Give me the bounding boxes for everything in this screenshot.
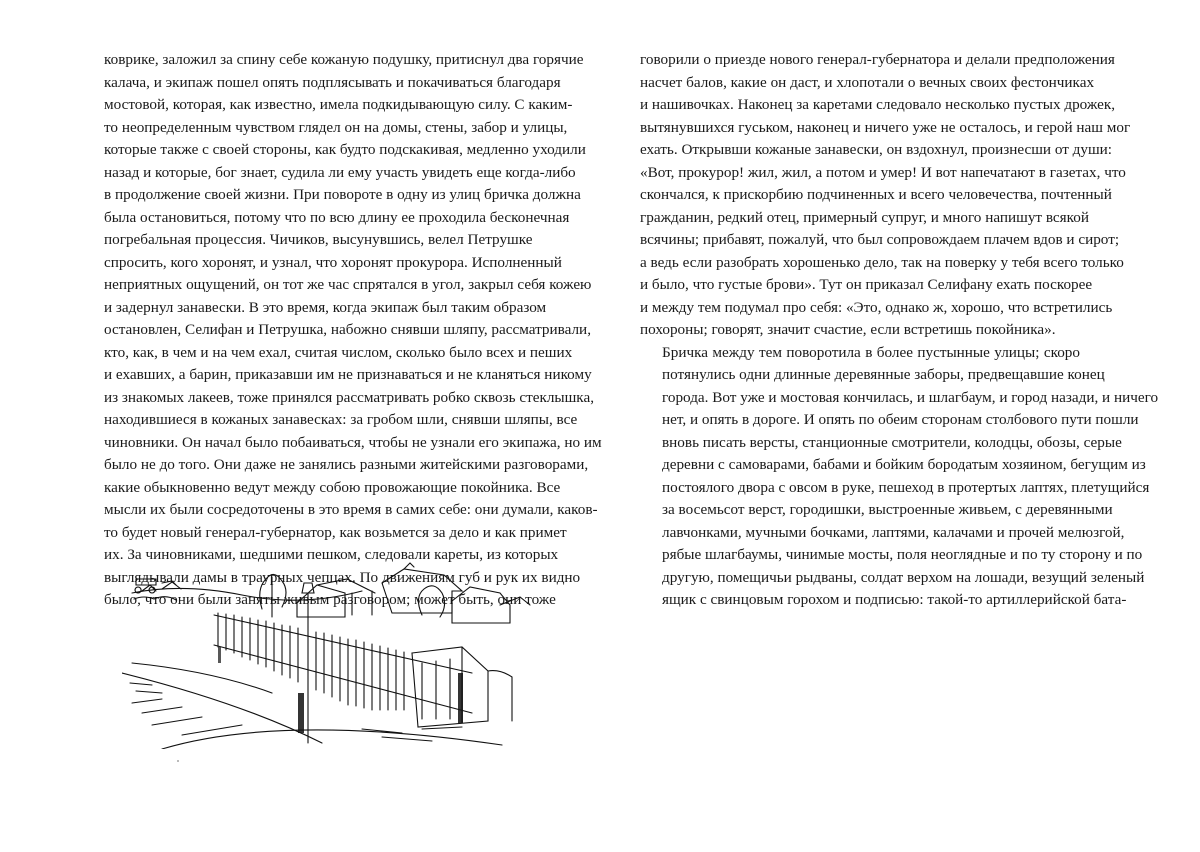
page-speck (177, 760, 179, 762)
text-line: и было, что густые брови». Тут он приказал Селифану ехать поскорее (640, 276, 1093, 293)
text-line: которые также с своей стороны, как будто подскакивая, медленно уходили (104, 141, 586, 158)
text-line: потянулись одни длинные деревянные заборы, предвещавшие конец (662, 366, 1105, 383)
text-line: насчет балов, какие он даст, и хлопотали о вечных своих фестончиках (640, 73, 1095, 91)
text-line: коврике, заложил за спину себе кожаную подушку, притиснул два горячие (104, 51, 584, 68)
text-line: и задернул занавески. В это время, когда экипаж был таким образом (104, 298, 547, 316)
text-line: ехать. Открывши кожаные занавески, он вздохнул, произнесши от души: (640, 141, 1113, 158)
text-line: какие обыкновенно ведут между собою провожающие покойника. Все (104, 478, 561, 496)
text-line: мысли их были сосредоточены в это время в самих себе: они думали, каков- (104, 501, 598, 518)
street-fence-illustration (122, 553, 534, 749)
text-line: другую, помещичьи рыдваны, солдат верхом на лошади, везущий зеленый (662, 568, 1145, 586)
text-line: Бричка между тем поворотила в более пустынные улицы; скоро (662, 343, 1080, 361)
right-page (600, 0, 1200, 852)
text-line: вновь писать версты, станционные смотрители, колодцы, обозы, серые (662, 433, 1122, 451)
text-line: всячины; прибавят, пожалуй, что был сопровождаем плачем вдов и сирот; (640, 231, 1120, 248)
text-line: и между тем подумал про себя: «Это, однако ж, хорошо, что встретились (640, 298, 1113, 316)
text-line: находившиеся в кожаных занавесках: за гробом шли, снявши шляпы, все (104, 411, 578, 428)
text-line: рябые шлагбаумы, чинимые мосты, поля неоглядные и по ту сторону и по (662, 546, 1143, 563)
text-line: было, что они были заняты живым разговором; может быть, они тоже (104, 591, 556, 608)
left-page-text (104, 49, 602, 612)
text-line: кто, как, в чем и на чем ехал, считая числом, сколько было всех и пеших (104, 343, 573, 361)
text-line: в продолжение своей жизни. При повороте в одну из улиц бричка должна (104, 186, 581, 203)
text-line: выглядывали дамы в траурных чепцах. По движениям губ и рук их видно (104, 568, 581, 586)
text-line: из знакомых лакеев, тоже принялся рассматривать робко сквозь стеклышка, (104, 388, 594, 406)
left-paragraph (104, 49, 602, 612)
text-line: калача, и экипаж пошел опять подплясывать и покачиваться благодаря (104, 73, 561, 91)
text-line: лавчонками, мучными бочками, лаптями, калачами и прочей мелюзгой, (662, 523, 1125, 541)
text-line: и ехавших, а барин, приказавши им не признаваться и не кланяться никому (104, 366, 592, 383)
text-line: их. За чиновниками, шедшими пешком, следовали кареты, из которых (104, 546, 559, 563)
text-line: говорили о приезде нового генерал-губернатора и делали предположения (640, 51, 1115, 68)
text-line: то неопределенным чувством глядел он на домы, стены, забор и улицы, (104, 118, 568, 136)
text-line: вытянувшихся гуськом, наконец и ничего уже не осталось, и герой наш мог (640, 118, 1131, 136)
text-line: и нашивочках. Наконец за каретами следовало несколько пустых дрожек, (640, 96, 1116, 113)
text-line: скончался, к прискорбию подчиненных и всего человечества, почтенный (640, 186, 1112, 203)
text-line: гражданин, редкий отец, примерный супруг, и много напишут всякой (640, 208, 1089, 226)
text-line: погребальная процессия. Чичиков, высунувшись, велел Петрушке (104, 231, 533, 248)
text-line: мостовой, которая, как известно, имела подкидывающую силу. С каким- (104, 96, 573, 113)
text-line: а ведь если разобрать хорошенько дело, так на поверку у тебя всего только (640, 253, 1124, 271)
text-line: похороны; говорят, значит счастие, если встретишь покойника». (640, 321, 1056, 338)
text-line: назад и которые, бог знает, судила ли ему участь увидеть еще когда-либо (104, 163, 576, 181)
text-line: деревни с самоварами, бабами и бойким бородатым хозяином, бегущим из (662, 456, 1146, 473)
text-line: была остановиться, потому что по всю длину ее проходила бесконечная (104, 208, 570, 226)
text-line: ящик с свинцовым горохом и подписью: такой-то артиллерийской бата- (662, 591, 1127, 608)
text-line: спросить, кого хоронят, и узнал, что хоронят прокурора. Исполненный (104, 253, 562, 271)
right-paragraph-2 (640, 342, 1159, 612)
right-page-text (640, 49, 1159, 612)
text-line: неприятных ощущений, он тот же час спрятался в угол, закрыл себя кожею (104, 276, 592, 293)
text-line: за восемьсот верст, городишки, выстроенные живьем, с деревянными (662, 501, 1113, 518)
text-line: то будет новый генерал-губернатор, как возьмется за дело и как примет (104, 523, 567, 541)
text-line: «Вот, прокурор! жил, жил, а потом и умер! И вот напечатают в газетах, что (640, 163, 1126, 181)
text-line: города. Вот уже и мостовая кончилась, и шлагбаум, и город назади, и ничего (662, 388, 1159, 406)
text-line: нет, и опять в дороге. И опять по обеим сторонам столбового пути пошли (662, 411, 1139, 428)
text-line: остановлен, Селифан и Петрушка, набожно снявши шляпу, рассматривали, (104, 321, 591, 338)
text-line: чиновники. Он начал было побаиваться, чтобы не узнали его экипажа, но им (104, 433, 602, 451)
text-line: было не до того. Они даже не занялись разными житейскими разговорами, (104, 456, 589, 473)
right-paragraph-1 (640, 49, 1131, 342)
text-line: постоялого двора с овсом в руке, пешеход в протертых лаптях, плетущийся (662, 478, 1150, 496)
